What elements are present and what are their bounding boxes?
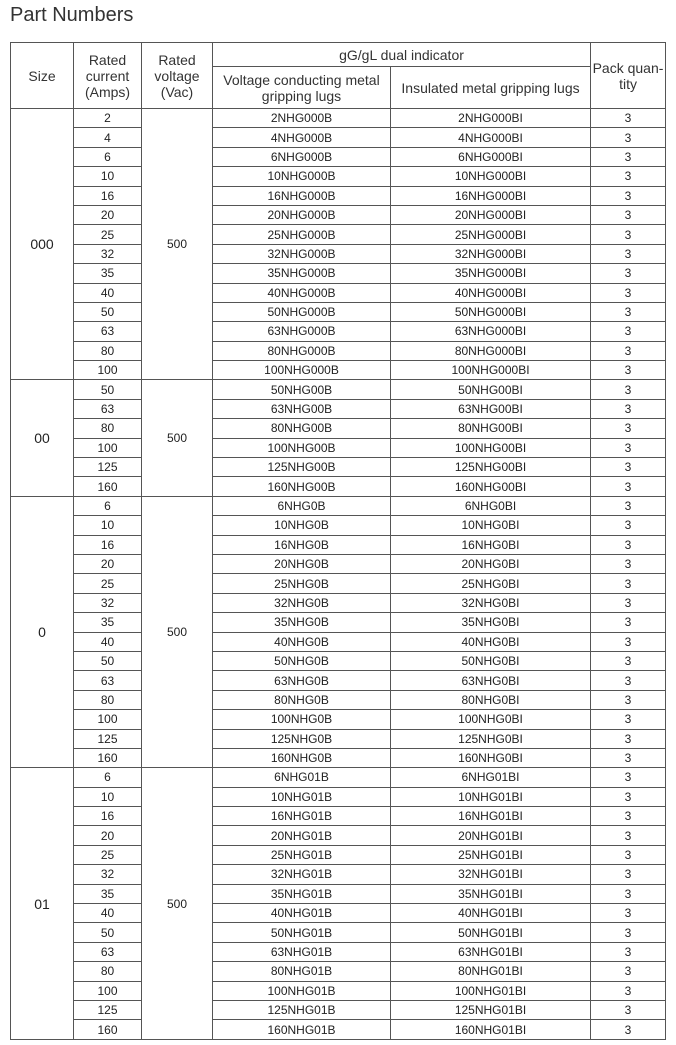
insulated-part-cell: 16NHG0BI bbox=[391, 535, 591, 554]
table-row bbox=[11, 865, 666, 884]
rated-current-cell: 100 bbox=[74, 981, 142, 1000]
pack-quantity-cell: 3 bbox=[591, 302, 666, 321]
voltage-conducting-part-cell: 10NHG01B bbox=[213, 787, 391, 806]
table-row bbox=[11, 128, 666, 147]
rated-current-cell: 35 bbox=[74, 884, 142, 903]
voltage-conducting-part-cell: 4NHG000B bbox=[213, 128, 391, 147]
voltage-conducting-part-cell: 80NHG000B bbox=[213, 341, 391, 360]
rated-current-cell: 6 bbox=[74, 496, 142, 515]
voltage-conducting-part-cell: 125NHG01B bbox=[213, 1000, 391, 1019]
table-row bbox=[11, 1020, 666, 1039]
insulated-part-cell: 4NHG000BI bbox=[391, 128, 591, 147]
insulated-part-cell: 25NHG0BI bbox=[391, 574, 591, 593]
pack-quantity-cell: 3 bbox=[591, 554, 666, 573]
table-row bbox=[11, 516, 666, 535]
table-row bbox=[11, 458, 666, 477]
rated-current-cell: 32 bbox=[74, 593, 142, 612]
rated-current-cell: 80 bbox=[74, 419, 142, 438]
voltage-conducting-part-cell: 125NHG00B bbox=[213, 458, 391, 477]
pack-quantity-cell: 3 bbox=[591, 438, 666, 457]
voltage-conducting-part-cell: 10NHG0B bbox=[213, 516, 391, 535]
insulated-part-cell: 50NHG00BI bbox=[391, 380, 591, 399]
pack-quantity-cell: 3 bbox=[591, 496, 666, 515]
insulated-part-cell: 50NHG01BI bbox=[391, 923, 591, 942]
voltage-conducting-part-cell: 20NHG0B bbox=[213, 554, 391, 573]
rated-current-cell: 50 bbox=[74, 923, 142, 942]
rated-current-cell: 125 bbox=[74, 1000, 142, 1019]
table-row bbox=[11, 962, 666, 981]
insulated-part-cell: 25NHG01BI bbox=[391, 845, 591, 864]
insulated-part-cell: 32NHG0BI bbox=[391, 593, 591, 612]
pack-quantity-cell: 3 bbox=[591, 690, 666, 709]
voltage-conducting-part-cell: 50NHG00B bbox=[213, 380, 391, 399]
rated-current-cell: 50 bbox=[74, 380, 142, 399]
pack-quantity-cell: 3 bbox=[591, 768, 666, 787]
table-row bbox=[11, 1000, 666, 1019]
rated-current-cell: 10 bbox=[74, 787, 142, 806]
voltage-conducting-part-cell: 10NHG000B bbox=[213, 167, 391, 186]
insulated-part-cell: 20NHG0BI bbox=[391, 554, 591, 573]
insulated-part-cell: 100NHG0BI bbox=[391, 710, 591, 729]
rated-current-cell: 25 bbox=[74, 845, 142, 864]
insulated-part-cell: 50NHG0BI bbox=[391, 651, 591, 670]
insulated-part-cell: 160NHG00BI bbox=[391, 477, 591, 496]
pack-quantity-cell: 3 bbox=[591, 380, 666, 399]
table-row bbox=[11, 768, 666, 787]
table-row bbox=[11, 923, 666, 942]
pack-quantity-cell: 3 bbox=[591, 109, 666, 128]
voltage-conducting-part-cell: 35NHG01B bbox=[213, 884, 391, 903]
rated-current-cell: 20 bbox=[74, 826, 142, 845]
pack-quantity-cell: 3 bbox=[591, 981, 666, 1000]
rated-current-cell: 32 bbox=[74, 244, 142, 263]
rated-voltage-cell: 500 bbox=[142, 768, 213, 1039]
insulated-part-cell: 125NHG01BI bbox=[391, 1000, 591, 1019]
rated-current-cell: 20 bbox=[74, 554, 142, 573]
insulated-part-cell: 10NHG0BI bbox=[391, 516, 591, 535]
table-row bbox=[11, 477, 666, 496]
table-row bbox=[11, 748, 666, 767]
rated-current-cell: 6 bbox=[74, 147, 142, 166]
rated-current-cell: 20 bbox=[74, 205, 142, 224]
rated-current-cell: 63 bbox=[74, 399, 142, 418]
pack-quantity-cell: 3 bbox=[591, 341, 666, 360]
insulated-part-cell: 20NHG000BI bbox=[391, 205, 591, 224]
table-row bbox=[11, 419, 666, 438]
pack-quantity-cell: 3 bbox=[591, 322, 666, 341]
table-row bbox=[11, 496, 666, 515]
rated-current-cell: 10 bbox=[74, 167, 142, 186]
insulated-part-cell: 40NHG0BI bbox=[391, 632, 591, 651]
voltage-conducting-part-cell: 20NHG01B bbox=[213, 826, 391, 845]
pack-quantity-cell: 3 bbox=[591, 516, 666, 535]
rated-current-cell: 160 bbox=[74, 477, 142, 496]
rated-current-cell: 6 bbox=[74, 768, 142, 787]
voltage-conducting-part-cell: 100NHG01B bbox=[213, 981, 391, 1000]
header-pack-quantity: Pack quan- tity bbox=[591, 43, 666, 109]
pack-quantity-cell: 3 bbox=[591, 632, 666, 651]
voltage-conducting-part-cell: 2NHG000B bbox=[213, 109, 391, 128]
table-row bbox=[11, 884, 666, 903]
rated-current-cell: 40 bbox=[74, 904, 142, 923]
pack-quantity-cell: 3 bbox=[591, 962, 666, 981]
insulated-part-cell: 32NHG01BI bbox=[391, 865, 591, 884]
insulated-part-cell: 10NHG000BI bbox=[391, 167, 591, 186]
pack-quantity-cell: 3 bbox=[591, 186, 666, 205]
pack-quantity-cell: 3 bbox=[591, 477, 666, 496]
pack-quantity-cell: 3 bbox=[591, 942, 666, 961]
table-row bbox=[11, 710, 666, 729]
table-row bbox=[11, 205, 666, 224]
rated-current-cell: 100 bbox=[74, 710, 142, 729]
table-row bbox=[11, 671, 666, 690]
voltage-conducting-part-cell: 63NHG000B bbox=[213, 322, 391, 341]
pack-quantity-cell: 3 bbox=[591, 399, 666, 418]
voltage-conducting-part-cell: 25NHG0B bbox=[213, 574, 391, 593]
table-row bbox=[11, 845, 666, 864]
pack-quantity-cell: 3 bbox=[591, 787, 666, 806]
insulated-part-cell: 80NHG00BI bbox=[391, 419, 591, 438]
rated-current-cell: 4 bbox=[74, 128, 142, 147]
table-row bbox=[11, 322, 666, 341]
pack-quantity-cell: 3 bbox=[591, 904, 666, 923]
header-voltage-conducting: Voltage conducting metal gripping lugs bbox=[213, 67, 391, 109]
rated-current-cell: 80 bbox=[74, 962, 142, 981]
pack-quantity-cell: 3 bbox=[591, 651, 666, 670]
pack-quantity-cell: 3 bbox=[591, 884, 666, 903]
voltage-conducting-part-cell: 125NHG0B bbox=[213, 729, 391, 748]
insulated-part-cell: 100NHG01BI bbox=[391, 981, 591, 1000]
voltage-conducting-part-cell: 160NHG0B bbox=[213, 748, 391, 767]
pack-quantity-cell: 3 bbox=[591, 613, 666, 632]
pack-quantity-cell: 3 bbox=[591, 283, 666, 302]
voltage-conducting-part-cell: 25NHG01B bbox=[213, 845, 391, 864]
rated-current-cell: 50 bbox=[74, 651, 142, 670]
rated-current-cell: 80 bbox=[74, 341, 142, 360]
rated-current-cell: 100 bbox=[74, 438, 142, 457]
insulated-part-cell: 25NHG000BI bbox=[391, 225, 591, 244]
insulated-part-cell: 160NHG01BI bbox=[391, 1020, 591, 1039]
rated-current-cell: 25 bbox=[74, 225, 142, 244]
pack-quantity-cell: 3 bbox=[591, 593, 666, 612]
voltage-conducting-part-cell: 160NHG00B bbox=[213, 477, 391, 496]
rated-current-cell: 16 bbox=[74, 535, 142, 554]
header-dual-indicator: gG/gL dual indicator bbox=[213, 43, 591, 67]
header-rated-voltage: Rated voltage (Vac) bbox=[142, 43, 213, 109]
table-body bbox=[11, 109, 666, 1040]
voltage-conducting-part-cell: 20NHG000B bbox=[213, 205, 391, 224]
pack-quantity-cell: 3 bbox=[591, 574, 666, 593]
table-row bbox=[11, 341, 666, 360]
table-row bbox=[11, 690, 666, 709]
table-row bbox=[11, 904, 666, 923]
table-row bbox=[11, 302, 666, 321]
rated-current-cell: 40 bbox=[74, 632, 142, 651]
header-insulated: Insulated metal gripping lugs bbox=[391, 67, 591, 109]
pack-quantity-cell: 3 bbox=[591, 710, 666, 729]
insulated-part-cell: 40NHG000BI bbox=[391, 283, 591, 302]
rated-current-cell: 35 bbox=[74, 613, 142, 632]
table-header bbox=[11, 43, 666, 109]
pack-quantity-cell: 3 bbox=[591, 458, 666, 477]
pack-quantity-cell: 3 bbox=[591, 923, 666, 942]
table-row bbox=[11, 186, 666, 205]
voltage-conducting-part-cell: 63NHG00B bbox=[213, 399, 391, 418]
pack-quantity-cell: 3 bbox=[591, 1020, 666, 1039]
part-numbers-table bbox=[10, 42, 666, 1040]
insulated-part-cell: 80NHG0BI bbox=[391, 690, 591, 709]
insulated-part-cell: 10NHG01BI bbox=[391, 787, 591, 806]
table-row bbox=[11, 632, 666, 651]
rated-current-cell: 32 bbox=[74, 865, 142, 884]
pack-quantity-cell: 3 bbox=[591, 244, 666, 263]
pack-quantity-cell: 3 bbox=[591, 826, 666, 845]
rated-voltage-cell: 500 bbox=[142, 496, 213, 767]
pack-quantity-cell: 3 bbox=[591, 671, 666, 690]
voltage-conducting-part-cell: 100NHG00B bbox=[213, 438, 391, 457]
rated-voltage-cell: 500 bbox=[142, 109, 213, 380]
table-row bbox=[11, 147, 666, 166]
page-title: Part Numbers bbox=[10, 4, 134, 26]
insulated-part-cell: 20NHG01BI bbox=[391, 826, 591, 845]
pack-quantity-cell: 3 bbox=[591, 205, 666, 224]
insulated-part-cell: 35NHG0BI bbox=[391, 613, 591, 632]
table-row bbox=[11, 283, 666, 302]
insulated-part-cell: 40NHG01BI bbox=[391, 904, 591, 923]
insulated-part-cell: 63NHG01BI bbox=[391, 942, 591, 961]
voltage-conducting-part-cell: 50NHG000B bbox=[213, 302, 391, 321]
voltage-conducting-part-cell: 35NHG000B bbox=[213, 264, 391, 283]
insulated-part-cell: 35NHG01BI bbox=[391, 884, 591, 903]
table-row bbox=[11, 981, 666, 1000]
pack-quantity-cell: 3 bbox=[591, 729, 666, 748]
pack-quantity-cell: 3 bbox=[591, 264, 666, 283]
rated-current-cell: 63 bbox=[74, 671, 142, 690]
table-row bbox=[11, 787, 666, 806]
rated-current-cell: 16 bbox=[74, 186, 142, 205]
voltage-conducting-part-cell: 100NHG0B bbox=[213, 710, 391, 729]
pack-quantity-cell: 3 bbox=[591, 535, 666, 554]
size-cell: 000 bbox=[11, 109, 74, 380]
voltage-conducting-part-cell: 32NHG000B bbox=[213, 244, 391, 263]
rated-current-cell: 35 bbox=[74, 264, 142, 283]
insulated-part-cell: 80NHG000BI bbox=[391, 341, 591, 360]
rated-voltage-cell: 500 bbox=[142, 380, 213, 496]
insulated-part-cell: 160NHG0BI bbox=[391, 748, 591, 767]
pack-quantity-cell: 3 bbox=[591, 807, 666, 826]
table-row bbox=[11, 399, 666, 418]
voltage-conducting-part-cell: 50NHG01B bbox=[213, 923, 391, 942]
insulated-part-cell: 50NHG000BI bbox=[391, 302, 591, 321]
table-row bbox=[11, 264, 666, 283]
voltage-conducting-part-cell: 35NHG0B bbox=[213, 613, 391, 632]
table-row bbox=[11, 942, 666, 961]
rated-current-cell: 2 bbox=[74, 109, 142, 128]
pack-quantity-cell: 3 bbox=[591, 128, 666, 147]
insulated-part-cell: 16NHG000BI bbox=[391, 186, 591, 205]
rated-current-cell: 40 bbox=[74, 283, 142, 302]
table-row bbox=[11, 380, 666, 399]
pack-quantity-cell: 3 bbox=[591, 225, 666, 244]
rated-current-cell: 63 bbox=[74, 942, 142, 961]
rated-current-cell: 160 bbox=[74, 1020, 142, 1039]
rated-current-cell: 10 bbox=[74, 516, 142, 535]
voltage-conducting-part-cell: 32NHG0B bbox=[213, 593, 391, 612]
table-row bbox=[11, 438, 666, 457]
insulated-part-cell: 2NHG000BI bbox=[391, 109, 591, 128]
table-row bbox=[11, 225, 666, 244]
rated-current-cell: 160 bbox=[74, 748, 142, 767]
insulated-part-cell: 6NHG01BI bbox=[391, 768, 591, 787]
insulated-part-cell: 32NHG000BI bbox=[391, 244, 591, 263]
voltage-conducting-part-cell: 80NHG01B bbox=[213, 962, 391, 981]
table-row bbox=[11, 826, 666, 845]
insulated-part-cell: 63NHG00BI bbox=[391, 399, 591, 418]
pack-quantity-cell: 3 bbox=[591, 1000, 666, 1019]
voltage-conducting-part-cell: 16NHG01B bbox=[213, 807, 391, 826]
insulated-part-cell: 16NHG01BI bbox=[391, 807, 591, 826]
insulated-part-cell: 63NHG000BI bbox=[391, 322, 591, 341]
pack-quantity-cell: 3 bbox=[591, 845, 666, 864]
insulated-part-cell: 6NHG0BI bbox=[391, 496, 591, 515]
rated-current-cell: 100 bbox=[74, 361, 142, 380]
table-row bbox=[11, 574, 666, 593]
insulated-part-cell: 35NHG000BI bbox=[391, 264, 591, 283]
header-size: Size bbox=[11, 43, 74, 109]
voltage-conducting-part-cell: 6NHG000B bbox=[213, 147, 391, 166]
rated-current-cell: 16 bbox=[74, 807, 142, 826]
voltage-conducting-part-cell: 100NHG000B bbox=[213, 361, 391, 380]
insulated-part-cell: 6NHG000BI bbox=[391, 147, 591, 166]
table-row bbox=[11, 729, 666, 748]
table-row bbox=[11, 651, 666, 670]
table-row bbox=[11, 535, 666, 554]
header-rated-current: Rated current (Amps) bbox=[74, 43, 142, 109]
size-cell: 01 bbox=[11, 768, 74, 1039]
table-row bbox=[11, 244, 666, 263]
insulated-part-cell: 100NHG00BI bbox=[391, 438, 591, 457]
table-row bbox=[11, 554, 666, 573]
voltage-conducting-part-cell: 63NHG0B bbox=[213, 671, 391, 690]
pack-quantity-cell: 3 bbox=[591, 147, 666, 166]
voltage-conducting-part-cell: 6NHG01B bbox=[213, 768, 391, 787]
voltage-conducting-part-cell: 25NHG000B bbox=[213, 225, 391, 244]
rated-current-cell: 25 bbox=[74, 574, 142, 593]
insulated-part-cell: 125NHG0BI bbox=[391, 729, 591, 748]
voltage-conducting-part-cell: 6NHG0B bbox=[213, 496, 391, 515]
pack-quantity-cell: 3 bbox=[591, 748, 666, 767]
table-row bbox=[11, 167, 666, 186]
size-cell: 0 bbox=[11, 496, 74, 767]
voltage-conducting-part-cell: 63NHG01B bbox=[213, 942, 391, 961]
voltage-conducting-part-cell: 40NHG01B bbox=[213, 904, 391, 923]
table-row bbox=[11, 361, 666, 380]
rated-current-cell: 125 bbox=[74, 458, 142, 477]
voltage-conducting-part-cell: 80NHG0B bbox=[213, 690, 391, 709]
voltage-conducting-part-cell: 16NHG0B bbox=[213, 535, 391, 554]
voltage-conducting-part-cell: 80NHG00B bbox=[213, 419, 391, 438]
table-row bbox=[11, 807, 666, 826]
table-row bbox=[11, 593, 666, 612]
pack-quantity-cell: 3 bbox=[591, 167, 666, 186]
insulated-part-cell: 100NHG000BI bbox=[391, 361, 591, 380]
voltage-conducting-part-cell: 40NHG0B bbox=[213, 632, 391, 651]
table-row bbox=[11, 613, 666, 632]
voltage-conducting-part-cell: 16NHG000B bbox=[213, 186, 391, 205]
insulated-part-cell: 125NHG00BI bbox=[391, 458, 591, 477]
voltage-conducting-part-cell: 32NHG01B bbox=[213, 865, 391, 884]
pack-quantity-cell: 3 bbox=[591, 865, 666, 884]
insulated-part-cell: 80NHG01BI bbox=[391, 962, 591, 981]
insulated-part-cell: 63NHG0BI bbox=[391, 671, 591, 690]
table-row bbox=[11, 109, 666, 128]
voltage-conducting-part-cell: 160NHG01B bbox=[213, 1020, 391, 1039]
voltage-conducting-part-cell: 50NHG0B bbox=[213, 651, 391, 670]
rated-current-cell: 50 bbox=[74, 302, 142, 321]
pack-quantity-cell: 3 bbox=[591, 361, 666, 380]
size-cell: 00 bbox=[11, 380, 74, 496]
rated-current-cell: 63 bbox=[74, 322, 142, 341]
rated-current-cell: 80 bbox=[74, 690, 142, 709]
voltage-conducting-part-cell: 40NHG000B bbox=[213, 283, 391, 302]
rated-current-cell: 125 bbox=[74, 729, 142, 748]
pack-quantity-cell: 3 bbox=[591, 419, 666, 438]
